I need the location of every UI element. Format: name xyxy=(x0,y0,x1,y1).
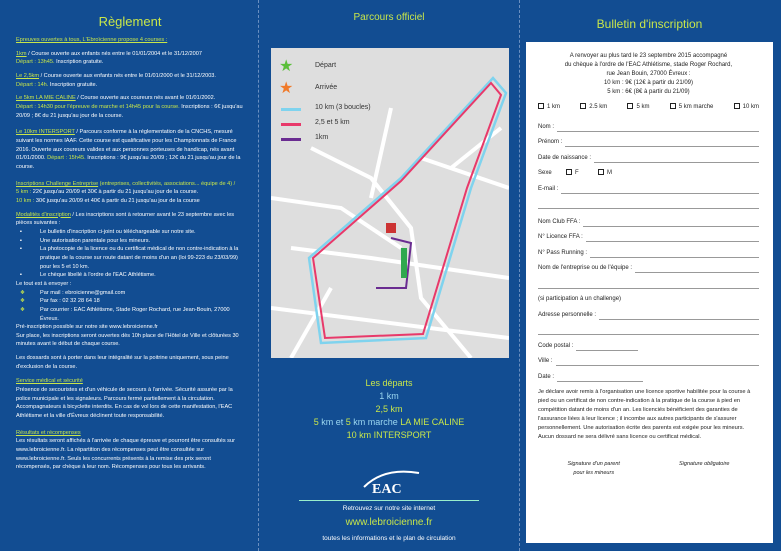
race-options xyxy=(538,103,759,112)
race-depart: Départ : 14h30 pour l'épreuve de marche et 14h45 pour la course. xyxy=(16,104,180,111)
map-streets xyxy=(271,48,509,358)
ville-field[interactable] xyxy=(538,351,759,367)
star-arrivee-icon: ★ xyxy=(279,80,294,97)
signatures xyxy=(538,460,759,477)
licence-field[interactable] xyxy=(538,227,759,243)
n: 5 xyxy=(313,417,319,428)
parcours-panel xyxy=(259,0,520,551)
list-item: ❖ Par mail : ebroicienne@gmail.com xyxy=(20,289,244,298)
race-inscription: Inscriptions : 9€ jusqu'au 20/09 ; 12€ du 21 jusqu'au jour de la course. xyxy=(16,155,241,171)
list-item: ❖ Par fax : 02 32 28 64 18 xyxy=(20,297,244,306)
label: Code postal : xyxy=(538,342,574,349)
modalites-section xyxy=(16,211,244,372)
eac-logo xyxy=(354,467,424,497)
list-item: ▪ Une autorisation parentale pour les mineurs. xyxy=(20,237,244,246)
challenge-label: Inscriptions Challenge Entreprise xyxy=(16,180,99,187)
sexe-f[interactable]: F xyxy=(566,169,598,178)
finish-marker xyxy=(386,223,396,233)
list-item: ▪ Le chèque libellé à l'ordre de l'EAC Athlétisme. xyxy=(20,271,244,280)
race-depart: Départ : 13h45. xyxy=(16,59,55,66)
modalites-text: / Les inscriptions sont à retourner avant le 23 septembre avec les pièces suivantes : xyxy=(16,211,235,227)
legend-arrivee: Arrivée xyxy=(315,84,338,91)
send-label: Le tout est à envoyer : xyxy=(16,280,72,287)
option-5km-marche[interactable]: 5 km marche xyxy=(670,103,714,112)
registration-form xyxy=(526,42,773,543)
departs-list xyxy=(259,377,519,442)
race-label: Le 2,5km xyxy=(16,73,40,80)
declaration: Je déclare avoir remis à l'organisation une licence sportive habilitée pour la course à pied ou un certificat de non contre-indication à la pratique de la course à pied en compétition datant de moins d'un an. Les licenciés bénéficient des garanties de l'assurance liées à leur licence ; il incombe aux autres participants de s'assurer personnellement. Une autorisation écrite des parents est exigée pour les mineurs. Aucun dossard ne sera délivré sans licence ou certificat médical. xyxy=(538,388,751,441)
signature-obligatoire[interactable]: Signature obligatoire xyxy=(679,461,730,468)
pass-field[interactable] xyxy=(538,242,759,258)
race-depart: Départ : 15h45. xyxy=(45,155,86,162)
star-depart-icon: ★ xyxy=(279,58,294,75)
adresse-field-2[interactable] xyxy=(538,320,759,336)
dossards: Les dossards sont à porter dans leur intégralité sur la poitrine uniquement, sous peine d'exclusion de la course. xyxy=(16,355,229,370)
email-field[interactable] xyxy=(538,178,759,194)
label: N° Pass Running : xyxy=(538,249,588,256)
legend-1km: 1km xyxy=(315,134,329,141)
departs-title: Les départs xyxy=(365,378,413,388)
bulletin-intro xyxy=(538,52,759,97)
intro-line: du chèque à l'ordre de l'EAC Athlétisme, stade Roger Rochard, xyxy=(564,62,733,68)
challenge-10km: 10 km : xyxy=(16,197,35,204)
race-label: Le 5km LA MIE CALINE xyxy=(16,95,76,102)
race-inscription: Inscription gratuite. xyxy=(48,81,98,88)
challenge-10km-text: 30€ jusqu'au 20/09 et 40€ à partir du 21 jusqu'au jour de la course xyxy=(34,197,200,204)
bulletin-title: Bulletin d'inscription xyxy=(596,17,703,31)
label: Ville : xyxy=(538,358,553,364)
intro-line: 5 km : 6€ (8€ à partir du 21/09) xyxy=(607,89,690,95)
reglement-title: Règlement xyxy=(98,14,162,29)
medical-label: Service médical et sécurité xyxy=(16,378,83,385)
legend-swatch-10km xyxy=(281,108,301,111)
club-field[interactable] xyxy=(538,211,759,227)
challenge-5km: 5 km : xyxy=(16,189,32,196)
list-item: ❖ Par courrier : EAC Athlétisme, Stade Roger Rochard, rue Jean-Bouin, 27000 Évreux. xyxy=(20,306,244,323)
legend-5km: 2,5 et 5 km xyxy=(315,119,350,126)
info-text: toutes les informations et le plan de circulation xyxy=(322,535,456,542)
challenge-5km-text: 22€ jusqu'au 20/09 et 30€ à partir du 21 jusqu'au jour de la course. xyxy=(31,189,199,196)
challenge-text: (entreprises, collectivités, associations... équipe de 4) / xyxy=(98,180,236,187)
legend-swatch-5km xyxy=(281,123,301,126)
legend-depart: Départ xyxy=(315,62,337,69)
naissance-field[interactable] xyxy=(538,147,759,163)
divider xyxy=(299,500,479,501)
list-item: ▪ Le bulletin d'inscription ci-joint ou téléchargeable sur notre site. xyxy=(20,228,244,237)
intro: Epreuves ouvertes à tous, L'Ebroïcienne propose 4 courses : xyxy=(16,37,168,44)
results-text: Les résultats seront affichés à l'arrivée de chaque épreuve et pourront être consultés sur www.lebroicienne.fr. La répartition des récompenses peut être consultée sur www.lebroicienne.fr. Seuls les concurrents présents à la remise des prix seront récompensés, par chèque à leur nom. Récompenses pour tous les arrivants. xyxy=(16,438,235,471)
label: Nom Club FFA : xyxy=(538,218,581,225)
sexe-m[interactable]: M xyxy=(598,169,612,178)
label: Nom de l'entreprise ou de l'équipe : xyxy=(538,265,633,271)
race-depart: Départ : 14h. xyxy=(16,81,49,88)
start-line xyxy=(401,248,407,278)
retrouvez-text: Retrouvez sur notre site internet xyxy=(342,505,436,512)
race-text: / Course ouverte aux enfants nés entre le 01/01/2000 et le 31/12/2003. xyxy=(39,73,216,80)
depart-5km xyxy=(259,416,519,429)
parcours-title: Parcours officiel xyxy=(353,12,425,23)
label: Adresse personnelle : xyxy=(538,311,597,318)
pre-inscription: Pré-inscription possible sur notre site www.lebroicienne.fr xyxy=(16,324,158,331)
legend-swatch-1km xyxy=(281,138,301,141)
svg-text:EAC: EAC xyxy=(372,482,402,497)
date-field[interactable] xyxy=(538,366,759,382)
race-inscription: Inscription gratuite. xyxy=(54,59,104,66)
nom-field[interactable] xyxy=(538,116,759,132)
route-10km xyxy=(309,78,506,343)
sur-place: Sur place, les inscriptions seront ouvertes dès 10h place de l'Hôtel de Ville et clôturées 30 minutes avant le début de chaque course. xyxy=(16,332,239,348)
race-5km xyxy=(16,94,244,120)
legend-10km: 10 km (3 boucles) xyxy=(315,104,371,111)
race-text: / Course ouverte aux enfants nés entre le 01/01/2004 et le 31/12/2007 xyxy=(26,50,202,57)
label: Date de naissance : xyxy=(538,154,592,161)
challenge-section xyxy=(16,180,244,206)
label: Sexe xyxy=(538,170,552,176)
option-5km[interactable]: 5 km xyxy=(627,103,649,112)
website-link[interactable]: www.lebroicienne.fr xyxy=(345,517,433,528)
option-10km[interactable]: 10 km xyxy=(734,103,759,112)
label: E-mail : xyxy=(538,185,559,192)
race-text: / Course ouverte aux coureurs nés avant le 01/01/2002. xyxy=(75,95,216,102)
list-item: ▪ La photocopie de la licence ou du certificat médical de non contre-indication à la pratique de la course sur route datant de moins d'un an (loi 99-223 du 23/03/99) pour les 5 et 10 km. xyxy=(20,245,244,271)
results-section xyxy=(16,429,244,472)
t: km marche xyxy=(350,417,401,428)
sponsor: LA MIE CALINE xyxy=(400,417,465,428)
results-label: Résultats et récompenses xyxy=(16,429,81,436)
race-10km xyxy=(16,128,244,171)
entreprise-field-2[interactable] xyxy=(538,273,759,289)
medical-text: Présence de secouristes et d'un véhicule de secours à l'arrivée. Sécurité assurée par la police municipale et les signaleurs. Parcours fermé partiellement à la circulation. Accompagnateurs à bicyclette interdits. En cas de vol lors de cette manifestation, l'EAC Athlétisme et la ville d'Évreux déclinent toute responsabilité. xyxy=(16,387,233,420)
label: N° Licence FFA : xyxy=(538,234,583,240)
prenom-field[interactable] xyxy=(538,132,759,148)
option-2-5km[interactable]: 2.5 km xyxy=(580,103,607,112)
challenge-note: (si participation à un challenge) xyxy=(538,296,622,302)
entreprise-field[interactable] xyxy=(538,258,759,274)
depart-2-5km: 2,5 km xyxy=(375,404,403,415)
option-1km[interactable]: 1 km xyxy=(538,103,560,112)
race-text: / Parcours conforme à la réglementation de la CNCHS, mesuré suivant les normes IAAF. Cette course est qualificative pour les Championnats de France 2016. Ouverte aux coureurs valides et aux personnes porteuses de handicap, nés avant 01/01/2000. xyxy=(16,129,237,162)
adresse-field[interactable] xyxy=(538,304,759,320)
label: Nom : xyxy=(538,123,555,130)
email-field-2[interactable] xyxy=(538,194,759,210)
reglement-panel xyxy=(0,0,259,551)
label: Date : xyxy=(538,373,555,380)
intro-line: 10 km : 9€ (12€ à partir du 21/09) xyxy=(603,80,694,86)
t: km et xyxy=(318,417,346,428)
race-1km xyxy=(16,50,244,67)
depart-1km: 1 km xyxy=(379,391,399,402)
cp-field[interactable] xyxy=(538,335,759,351)
depart-10km: 10 km INTERSPORT xyxy=(346,430,432,441)
bulletin-panel xyxy=(520,0,781,551)
race-2-5km xyxy=(16,72,244,89)
medical-section xyxy=(16,377,244,420)
modalites-label: Modalités d'inscription xyxy=(16,211,71,218)
label: Prénom : xyxy=(538,139,563,145)
sexe-field xyxy=(538,163,759,179)
intro-line: rue Jean Bouin, 27000 Évreux : xyxy=(606,71,691,77)
race-label: 1km xyxy=(16,50,27,57)
route-map xyxy=(271,48,509,358)
race-label: Le 10km INTERSPORT xyxy=(16,129,75,136)
n: 5 xyxy=(345,417,351,428)
race-inscription: Inscriptions : 6€ jusqu'au 20/09 ; 8€ du 21 jusqu'au jour de la course. xyxy=(16,104,243,119)
intro-line: A renvoyer au plus tard le 23 septembre 2015 accompagné xyxy=(569,53,728,59)
signature-parent[interactable]: Signature d'un parent pour les mineurs xyxy=(567,461,620,476)
